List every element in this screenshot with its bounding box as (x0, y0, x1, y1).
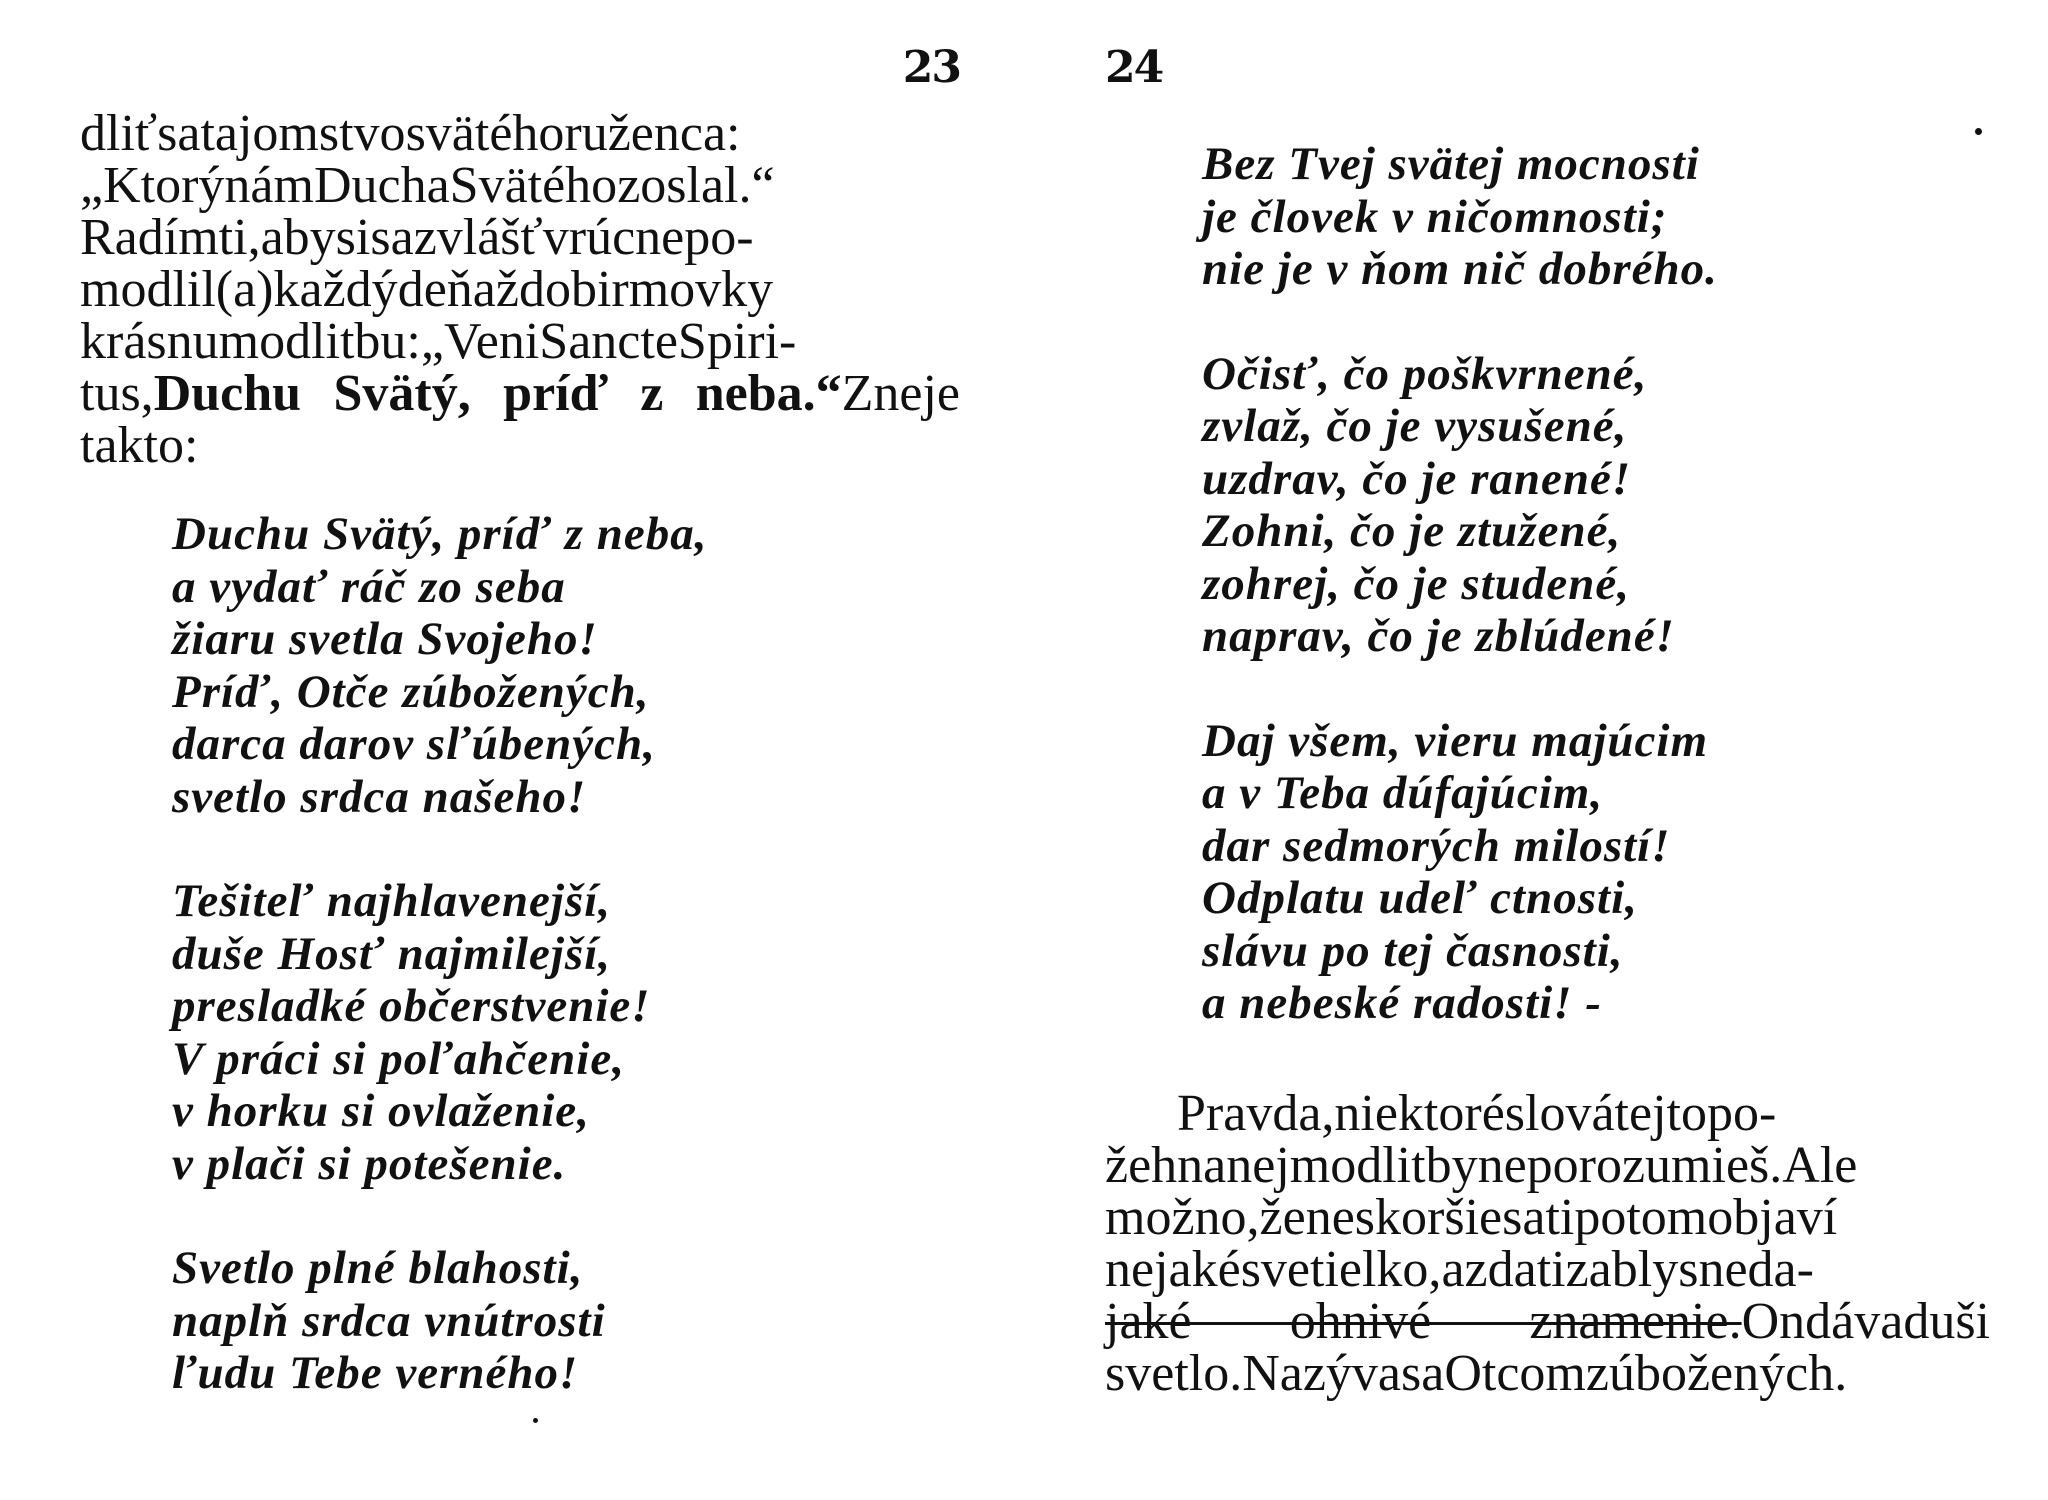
word: Spiri- (677, 313, 797, 370)
word: zablysne (1565, 1241, 1748, 1298)
stanza (1202, 138, 1718, 296)
word: možno, (1105, 1189, 1260, 1246)
verse-line: je človek v ničomnosti; (1202, 190, 1668, 243)
word: slová (1504, 1085, 1615, 1142)
word: sa (157, 105, 201, 162)
word: krásnu (80, 313, 219, 370)
word: duši (1903, 1293, 1990, 1350)
word: si (335, 209, 371, 266)
verse-line: V práci si poľahčenie, (172, 1032, 625, 1085)
word: po- (684, 209, 754, 266)
left-page (80, 0, 960, 1500)
verse-line: presladké občerstvenie! (172, 980, 651, 1032)
verse-line: Odplatu udeľ ctnosti, (1202, 872, 1638, 924)
word: Ducha (313, 157, 450, 214)
word: sa (1502, 1189, 1546, 1246)
word: dáva (1805, 1293, 1904, 1350)
word: až (472, 261, 519, 318)
word: potom (1574, 1189, 1708, 1246)
word: svätého (405, 105, 565, 162)
word: zvlášť (413, 209, 543, 266)
stanza (172, 875, 707, 1190)
word: ti (1545, 1189, 1575, 1246)
word: azda (1441, 1241, 1537, 1298)
right-hymn (1202, 138, 1718, 1082)
word: po- (1706, 1085, 1777, 1142)
left-prose (80, 105, 960, 474)
text-line (1105, 1293, 1990, 1350)
verse-line: svetlo srdca našeho! (172, 770, 587, 823)
stanza (172, 1242, 707, 1400)
verse-line: Svetlo plné blahosti, (172, 1242, 584, 1294)
stray-dot-right (1975, 128, 1982, 135)
word: tajomstvo (200, 105, 406, 162)
text-line (80, 105, 960, 162)
word: niektoré (1334, 1085, 1505, 1142)
verse-line: naplň srdca vnútrosti (172, 1294, 606, 1347)
verse-line: naprav, čo je zblúdené! (1202, 610, 1675, 662)
word: Sancte (539, 313, 678, 370)
word: birmovky (570, 261, 774, 318)
text-line (80, 157, 960, 214)
verse-line: duše Hosť najmilejší, (172, 927, 611, 980)
word: modlil(a) (80, 261, 274, 318)
word: Pravda, (1177, 1085, 1335, 1142)
page-number-right: 24 (1105, 42, 1163, 93)
text-line (80, 313, 960, 370)
stanza (1202, 348, 1718, 663)
left-hymn (172, 508, 707, 1452)
stanza (1202, 715, 1718, 1030)
word: neporozumieš. (1477, 1137, 1783, 1194)
stray-dot-left (533, 1418, 538, 1423)
word: modlitbu: (218, 313, 421, 370)
word: Ale (1782, 1137, 1858, 1194)
word: každý (273, 261, 398, 318)
text-line (1105, 1137, 1990, 1194)
verse-line: slávu po tej časnosti, (1202, 924, 1624, 977)
word: žehnanej (1105, 1137, 1290, 1194)
word: objaví (1707, 1189, 1838, 1246)
verse-line: Príď, Otče zúbožených, (172, 665, 650, 718)
word: ti (1536, 1241, 1566, 1298)
text-line (1105, 1345, 1990, 1402)
word: zúbožených. (1585, 1345, 1848, 1402)
verse-line: zvlaž, čo je vysušené, (1202, 400, 1628, 452)
word: ruženca: (564, 105, 741, 162)
word: vrúcne (542, 209, 685, 266)
bold-phrase: Duchu Svätý, príď z neba.“ (153, 365, 842, 422)
verse-line: darca darov sľúbených, (172, 718, 656, 770)
verse-line: Očisť, čo poškvrnené, (1202, 347, 1648, 400)
text-line (80, 365, 960, 422)
verse-line: a vydať ráč zo seba (172, 560, 566, 613)
word: do (518, 261, 571, 318)
word: Zneje (841, 365, 960, 422)
verse-line: uzdrav, čo je ranené! (1202, 452, 1632, 505)
word: „Ktorý (80, 157, 225, 214)
right-prose (1105, 1085, 1990, 1402)
verse-line: ľudu Tebe verného! (172, 1347, 579, 1399)
word: Nazýva (1242, 1345, 1402, 1402)
verse-line: žiaru svetla Svojeho! (172, 613, 598, 665)
word: sa (1401, 1345, 1445, 1402)
verse-line: zohrej, čo je studené, (1202, 557, 1631, 610)
verse-line: Bez Tvej svätej mocnosti (1202, 138, 1700, 190)
verse-line: Daj všem, vieru majúcim (1202, 714, 1709, 767)
verse-line: v horku si ovlaženie, (172, 1085, 590, 1137)
word: deň (397, 261, 473, 318)
text-line (80, 209, 960, 266)
page-number-left: 23 (902, 42, 960, 93)
word: aby (260, 209, 336, 266)
verse-line: Duchu Svätý, príď z neba, (172, 508, 708, 560)
word: neskoršie (1305, 1189, 1503, 1246)
verse-line: v plači si potešenie. (172, 1137, 567, 1190)
text-line (1105, 1085, 1990, 1142)
text-line (1105, 1241, 1990, 1298)
word: svetielko, (1240, 1241, 1442, 1298)
word: „Veni (420, 313, 540, 370)
verse-line: a nebeské radosti! - (1202, 977, 1602, 1029)
verse-line: nie je v ňom nič dobrého. (1202, 243, 1718, 295)
verse-line: dar sedmorých milostí! (1202, 819, 1671, 872)
word: Radím (80, 209, 219, 266)
verse-line: Tešiteľ najhlavenejší, (172, 875, 612, 927)
struck-phrase: jaké ohnivé znamenie. (1105, 1293, 1742, 1350)
word: svetlo. (1105, 1345, 1243, 1402)
word: On (1741, 1293, 1806, 1350)
word: nám (224, 157, 314, 214)
verse-line: a v Teba dúfajúcim, (1202, 767, 1604, 819)
word: sa (370, 209, 414, 266)
right-page (1105, 0, 2005, 1500)
word: dliť (80, 105, 158, 162)
word: že (1259, 1189, 1306, 1246)
word: tejto (1614, 1085, 1707, 1142)
text-line (80, 261, 960, 318)
verse-line: Zohni, čo je ztužené, (1202, 505, 1622, 557)
word: nejaké (1105, 1241, 1241, 1298)
word: zoslal.“ (617, 157, 775, 214)
stanza (172, 508, 707, 823)
word: tus, (80, 365, 154, 422)
word: da- (1747, 1241, 1814, 1298)
word: Otcom (1444, 1345, 1586, 1402)
word: Svätého (449, 157, 618, 214)
text-line (1105, 1189, 1990, 1246)
word: modlitby (1289, 1137, 1478, 1194)
text-line: takto: (80, 417, 199, 474)
word: ti, (218, 209, 261, 266)
